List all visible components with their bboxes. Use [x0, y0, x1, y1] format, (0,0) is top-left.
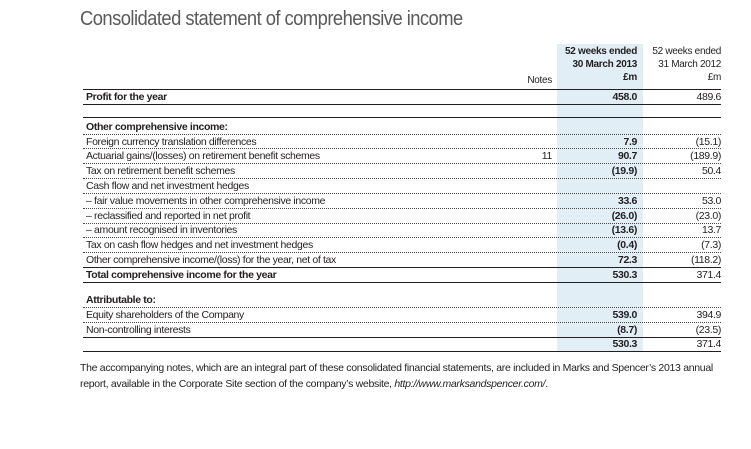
table-row	[83, 194, 721, 208]
prior-value: (23.5)	[695, 324, 721, 336]
table-row	[83, 308, 721, 322]
prior-value: 50.4	[701, 165, 721, 177]
table-row	[83, 179, 721, 193]
row-label: – reclassified and reported in net profit	[86, 210, 251, 222]
row-label: Profit for the year	[86, 91, 167, 103]
notes-column-header: Notes	[527, 75, 552, 86]
current-value: 530.3	[612, 338, 637, 350]
current-value: (26.0)	[611, 210, 637, 222]
table-row	[83, 164, 721, 178]
prior-value: 371.4	[696, 338, 721, 350]
page-title: Consolidated statement of comprehensive income	[80, 8, 463, 30]
prior-value: (118.2)	[690, 254, 721, 266]
row-label: Attributable to:	[86, 294, 156, 306]
table-row	[83, 223, 721, 237]
prior-value: (189.9)	[690, 150, 721, 162]
row-label: Tax on retirement benefit schemes	[86, 165, 235, 177]
row-label: Non-controlling interests	[86, 324, 191, 336]
prior-year-header	[643, 45, 721, 84]
current-value: 458.0	[612, 91, 637, 103]
footnote-text: The accompanying notes, which are an integral part of these consolidated financial statements, are included in Marks and Spencer’s 2013 annual report, available in the Corporate Site section of the company’s website,	[80, 362, 713, 390]
prior-value: 13.7	[701, 224, 721, 236]
section-rule	[83, 117, 721, 118]
current-value: (8.7)	[617, 324, 637, 336]
prior-year-header-line3: £m	[707, 72, 721, 83]
row-label: Total comprehensive income for the year	[86, 269, 277, 281]
table-row	[83, 135, 721, 149]
prior-value: 394.9	[696, 309, 721, 321]
table-row	[83, 238, 721, 252]
website-link[interactable]: http://www.marksandspencer.com/	[394, 378, 546, 390]
table-row	[83, 293, 721, 307]
table-row	[83, 209, 721, 223]
row-label: Tax on cash flow hedges and net investment hedges	[86, 239, 313, 251]
current-value: 72.3	[617, 254, 637, 266]
prior-value: 489.6	[696, 91, 721, 103]
current-value: 539.0	[612, 309, 637, 321]
note-ref: 11	[541, 150, 552, 162]
row-label: Actuarial gains/(losses) on retirement benefit schemes	[86, 150, 320, 162]
footnote	[80, 360, 720, 392]
total-underline	[83, 282, 721, 283]
row-label: – amount recognised in inventories	[86, 224, 237, 236]
table-row	[83, 120, 721, 134]
table-row	[83, 253, 721, 267]
table-row	[83, 149, 721, 163]
prior-value: 53.0	[701, 195, 721, 207]
prior-value: (7.3)	[701, 239, 721, 251]
prior-value: (15.1)	[695, 136, 721, 148]
current-value: 7.9	[623, 136, 637, 148]
row-label: Cash flow and net investment hedges	[86, 180, 249, 192]
total-row	[83, 268, 721, 282]
current-value: 530.3	[612, 269, 637, 281]
current-value: (13.6)	[611, 224, 637, 236]
current-value: (19.9)	[611, 165, 637, 177]
row-label: Other comprehensive income:	[86, 121, 228, 133]
row-label: Foreign currency translation differences	[86, 136, 257, 148]
prior-year-header-line1: 52 weeks ended	[652, 46, 721, 57]
footnote-end: .	[545, 378, 548, 390]
current-year-header-line1: 52 weeks ended	[565, 46, 637, 57]
attributable-total-row	[83, 337, 721, 351]
bottom-rule	[83, 351, 721, 352]
row-label: Other comprehensive income/(loss) for the year, net of tax	[86, 254, 336, 266]
prior-year-header-line2: 31 March 2012	[658, 59, 721, 70]
row-label: – fair value movements in other comprehensive income	[86, 195, 326, 207]
table-row	[83, 90, 721, 104]
current-value: 90.7	[617, 150, 637, 162]
current-value: 33.6	[617, 195, 637, 207]
current-value: (0.4)	[617, 239, 637, 251]
profit-rule	[83, 104, 721, 105]
prior-value: (23.0)	[695, 210, 721, 222]
current-year-header-line2: 30 March 2013	[572, 59, 637, 70]
prior-value: 371.4	[696, 269, 721, 281]
table-row	[83, 323, 721, 337]
current-year-header	[557, 45, 637, 84]
row-label: Equity shareholders of the Company	[86, 309, 244, 321]
current-year-header-line3: £m	[623, 72, 637, 83]
